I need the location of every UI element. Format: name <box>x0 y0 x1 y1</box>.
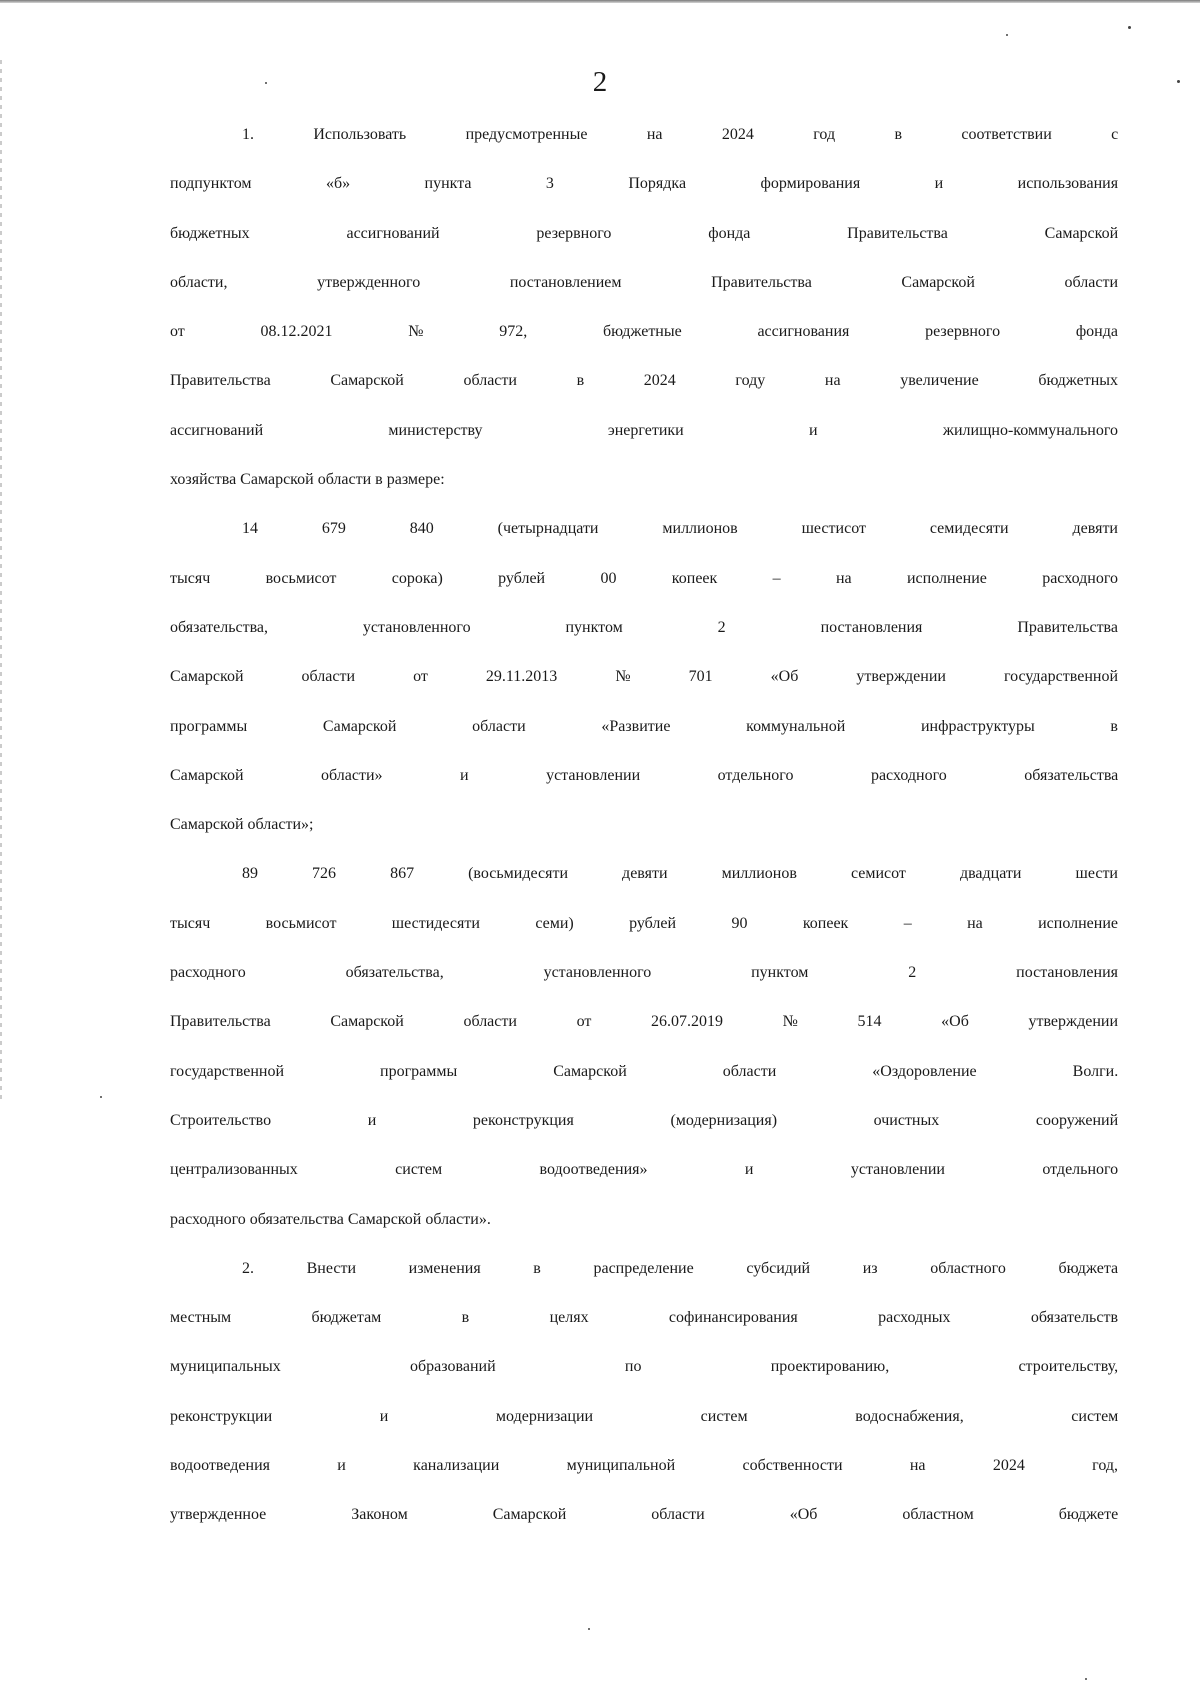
page-number: 2 <box>592 66 608 98</box>
text-line: Самарской области» и установлении отдельного расходного обязательства <box>170 766 1118 784</box>
scan-speck <box>588 1628 590 1630</box>
scan-speck <box>1085 1678 1087 1680</box>
scan-speck <box>100 1096 102 1098</box>
text-line: государственной программы Самарской области «Оздоровление Волги. <box>170 1062 1118 1080</box>
text-line: местным бюджетам в целях софинансирования расходных обязательств <box>170 1309 1118 1327</box>
paragraph-1 <box>170 126 1118 520</box>
text-line: водоотведения и канализации муниципальной собственности на 2024 год, <box>170 1457 1118 1475</box>
scan-speck <box>1006 34 1008 36</box>
text-line: тысяч восьмисот шестидесяти семи) рублей 90 копеек – на исполнение <box>170 914 1118 932</box>
text-line: Самарской области»; <box>170 816 314 834</box>
paragraph-3 <box>170 865 1118 1259</box>
text-line: муниципальных образований по проектированию, строительству, <box>170 1358 1118 1376</box>
text-line: 2. Внести изменения в распределение субсидий из областного бюджета <box>242 1259 1118 1277</box>
text-line: реконструкции и модернизации систем водоснабжения, систем <box>170 1407 1118 1425</box>
scan-speck <box>1128 26 1131 29</box>
text-line: утвержденное Законом Самарской области «Об областном бюджете <box>170 1506 1118 1524</box>
text-line: тысяч восьмисот сорока) рублей 00 копеек – на исполнение расходного <box>170 569 1118 587</box>
text-line: расходного обязательства Самарской области». <box>170 1210 491 1228</box>
text-line: 89 726 867 (восьмидесяти девяти миллионов семисот двадцати шести <box>242 865 1118 883</box>
text-line: Строительство и реконструкция (модернизация) очистных сооружений <box>170 1111 1118 1129</box>
text-line: ассигнований министерству энергетики и жилищно-коммунального <box>170 421 1118 439</box>
paragraph-2 <box>170 520 1118 865</box>
text-line: централизованных систем водоотведения» и установлении отдельного <box>170 1161 1118 1179</box>
text-line: расходного обязательства, установленного пунктом 2 постановления <box>170 964 1118 982</box>
text-line: 1. Использовать предусмотренные на 2024 год в соответствии с <box>242 126 1118 143</box>
text-line: Правительства Самарской области от 26.07.2019 № 514 «Об утверждении <box>170 1013 1118 1031</box>
text-line: от 08.12.2021 № 972, бюджетные ассигнования резервного фонда <box>170 323 1118 341</box>
scan-speck <box>1177 80 1180 83</box>
text-line: 14 679 840 (четырнадцати миллионов шестисот семидесяти девяти <box>242 520 1118 538</box>
text-line: области, утвержденного постановлением Правительства Самарской области <box>170 273 1118 291</box>
text-line: хозяйства Самарской области в размере: <box>170 471 445 489</box>
text-line: обязательства, установленного пунктом 2 постановления Правительства <box>170 618 1118 636</box>
text-line: программы Самарской области «Развитие коммунальной инфраструктуры в <box>170 717 1118 735</box>
text-line: Самарской области от 29.11.2013 № 701 «Об утверждении государственной <box>170 668 1118 686</box>
text-line: Правительства Самарской области в 2024 году на увеличение бюджетных <box>170 372 1118 390</box>
scan-binding-edge <box>0 60 2 1100</box>
document-body <box>170 126 1118 1556</box>
page-top-edge <box>0 0 1200 3</box>
scan-speck <box>265 82 267 84</box>
text-line: подпунктом «б» пункта 3 Порядка формирования и использования <box>170 175 1118 193</box>
paragraph-4 <box>170 1260 1118 1556</box>
text-line: бюджетных ассигнований резервного фонда Правительства Самарской <box>170 224 1118 242</box>
